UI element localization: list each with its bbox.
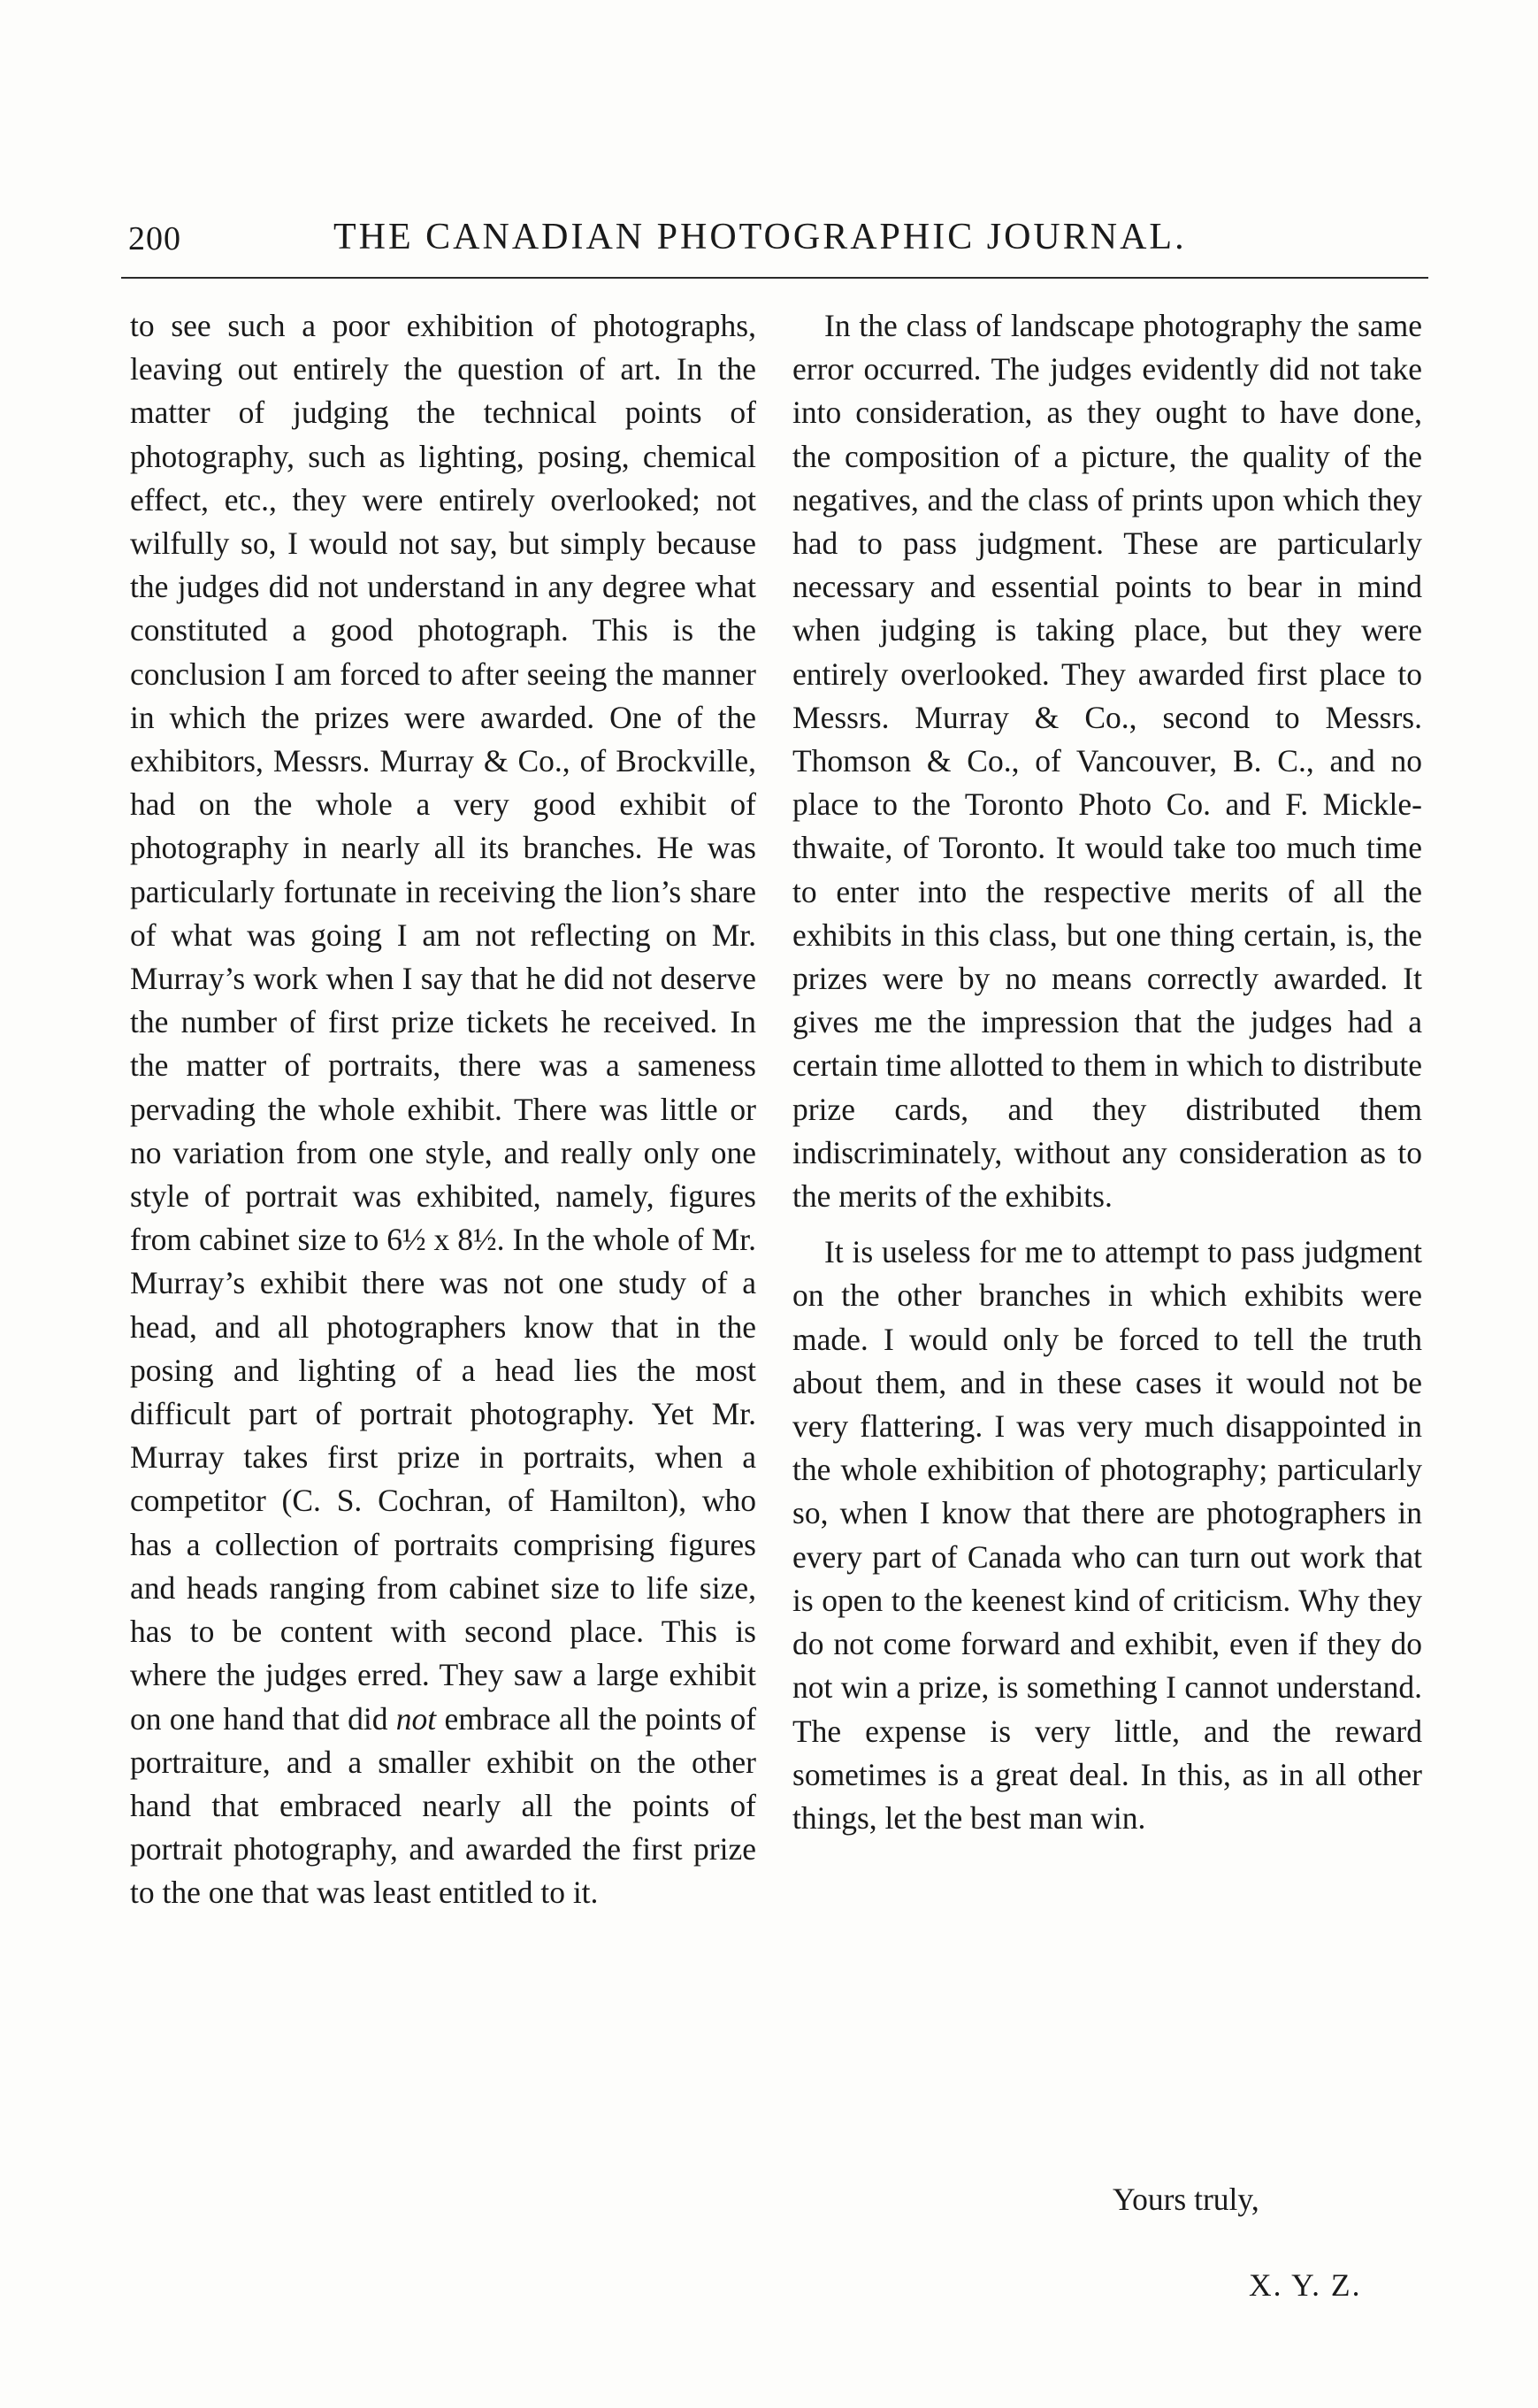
right-paragraph-landscape: In the class of landscape photography the same error occurred. The judges evidently did not take into consideration, as they ought to have done, the composition of a picture, the quality of the negatives, and the class of prints upon which they had to pass judgment. These are particularly necessary and essential points to bear in mind when judging is taking place, but they were entirely overlooked. They awarded first place to Messrs. Murray & Co., second to Messrs. Thomson & Co., of Vancouver, B. C., and no place to the Toronto Photo Co. and F. Micklethwaite, of Toronto. It would take too much time to enter into the respective merits of all the exhibits in this class, but one thing certain, is, the prizes were by no means correctly awarded. It gives me the impression that the judges had a certain time allotted to them in which to distribute prize cards, and they distributed them indiscriminately, without any consideration as to the merits of the exhibits. (792, 308, 1422, 1215)
signature: X. Y. Z. (1249, 2267, 1362, 2303)
header-rule (121, 277, 1428, 279)
left-column (130, 304, 756, 1915)
left-paragraph-text-before: to see such a poor exhibition of photographs, leaving out entirely the question of art. In the matter of judging the technical points of photography, such as lighting, posing, chemical effect, etc., they were entirely overlooked; not wilfully so, I would not say, but simply because the judges did not understand in any degree what constituted a good photograph. This is the conclusion I am forced to after seeing the manner in which the prizes were awarded. One of the exhibitors, Messrs. Murray & Co., of Brockville, had on the whole a very good exhibit of photography in nearly all its branches. He was particularly fortunate in receiving the lion’s share of what was going I am not reflecting on Mr. Murray’s work when I say that he did not deserve the number of first prize tickets he received. In the matter of portraits, there was a sameness pervading the whole exhibit. There was little or no variation from one style, and really only one style of portrait was exhibited, namely, figures from cabinet size to 6½ x 8½. In the whole of Mr. Murray’s exhibit there was not one study of a head, and all photographers know that in the posing and lighting of a head lies the most difficult part of portrait photography. Yet Mr. Murray takes first prize in portraits, when a competitor (C. S. Cochran, of Hamilton), who has a collection of portraits comprising figures and heads ranging from cabinet size to life size, has to be content with second place. This is where the judges erred. They saw a large exhibit on one hand that did (130, 308, 756, 1737)
right-paragraph-other-branches: It is useless for me to attempt to pass judgment on the other branches in which exhibits were made. I would only be forced to tell the truth about them, and in these cases it would not be very flattering. I was very much disappointed in the whole exhibition of photography; particularly so, when I know that there are photographers in every part of Canada who can turn out work that is open to the keenest kind of criticism. Why they do not come forward and exhibit, even if they do not win a prize, is something I cannot understand. The expense is very little, and the reward sometimes is a great deal. In this, as in all other things, let the best man win. (792, 1234, 1422, 1836)
left-paragraph-text-after: embrace all the points of portraiture, and a smaller exhibit on the other hand that embraced nearly all the points of portrait photography, and awarded the first prize to the one that was least entitled to it. (130, 1700, 757, 1911)
italic-emphasis: not (395, 1700, 437, 1737)
journal-title: THE CANADIAN PHOTOGRAPHIC JOURNAL. (333, 217, 1187, 257)
left-paragraph (130, 304, 756, 1915)
right-column (792, 304, 1422, 1840)
page-number: 200 (128, 220, 181, 257)
valediction: Yours truly, (1113, 2182, 1259, 2217)
page-header (121, 212, 1428, 265)
